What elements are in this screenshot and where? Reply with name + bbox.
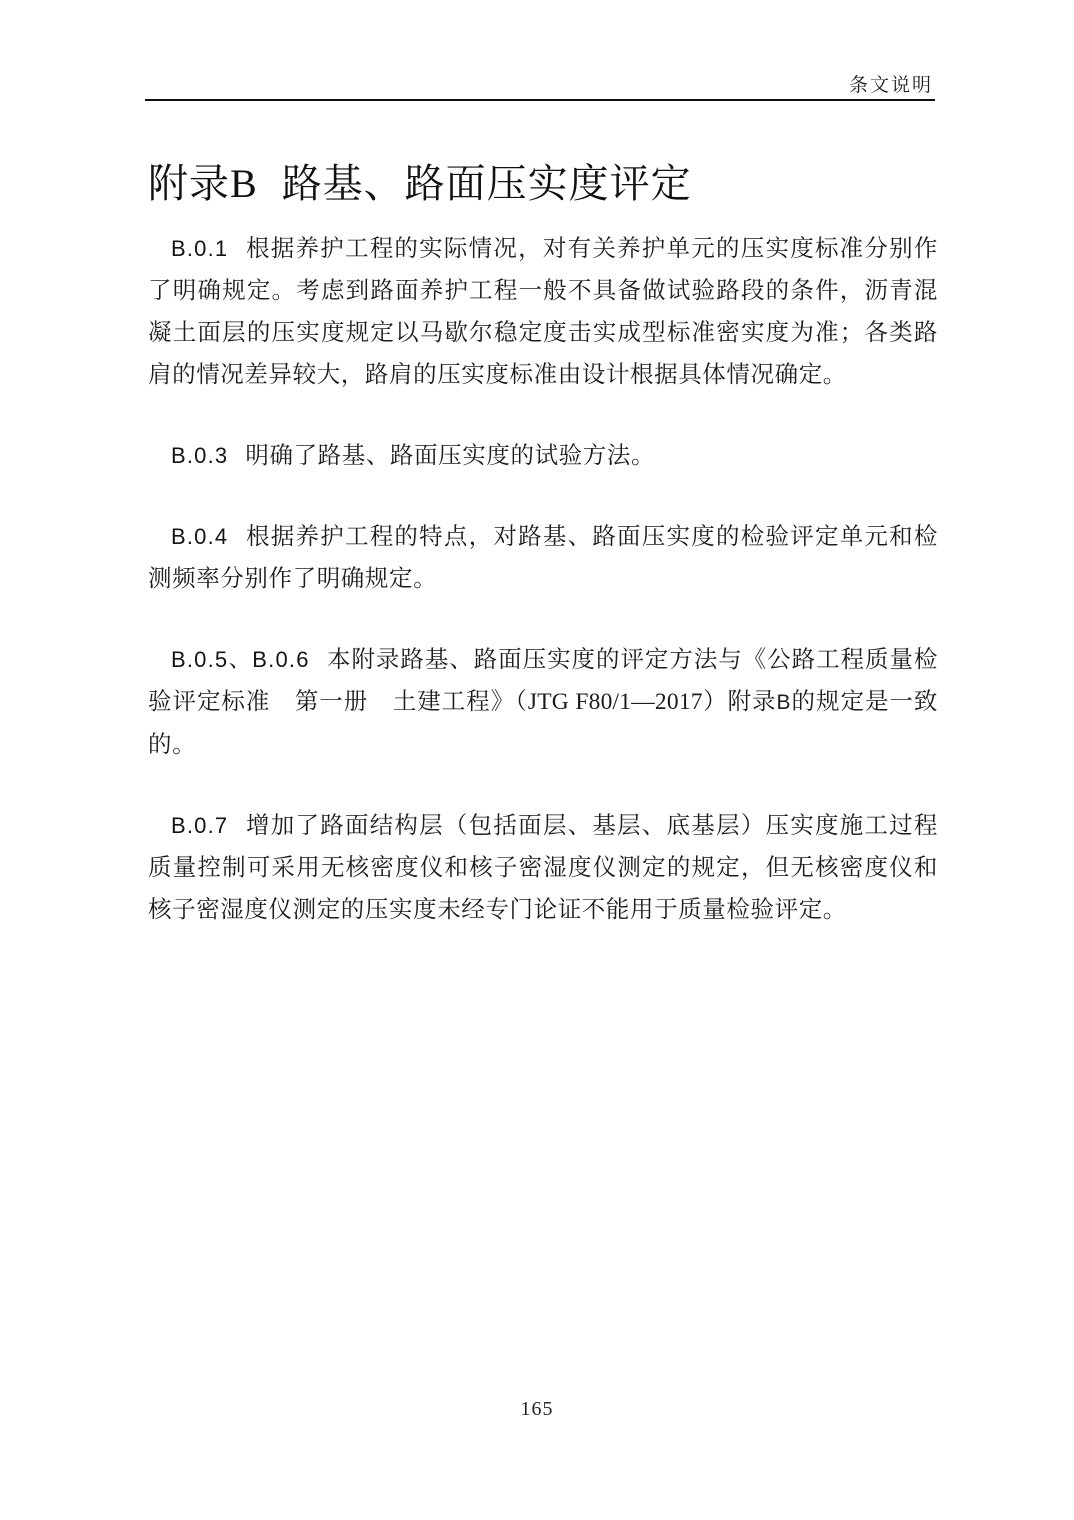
clause-paragraph-b004: [148, 516, 938, 600]
title-prefix: 附录B: [148, 161, 258, 206]
clause-paragraph-b001: [148, 228, 938, 396]
clause-number: B.0.3: [171, 443, 229, 468]
clause-paragraph-b005-b006: [148, 639, 938, 766]
standard-code-reference: JTG F80/1—2017: [527, 689, 703, 715]
clause-body-text: 明确了路基、路面压实度的试验方法。: [245, 443, 656, 469]
title-name: 路基、路面压实度评定: [281, 161, 692, 206]
clause-number: B.0.1: [171, 236, 229, 261]
clause-body-text: 根据养护工程的特点，对路基、路面压实度的检验评定单元和检测频率分别作了明确规定。: [148, 524, 938, 592]
clause-number: B.0.4: [171, 524, 229, 549]
running-header-text: 条文说明: [848, 75, 933, 96]
clause-paragraph-b007: [148, 805, 938, 931]
clause-body-text: 增加了路面结构层（包括面层、基层、底基层）压实度施工过程质量控制可采用无核密度仪和核子密湿度仪测定的规定，但无核密度仪和核子密湿度仪测定的压实度未经专门论证不能用于质量检验评定。: [148, 813, 938, 923]
clause-body-text-part3: 的规定是一致的。: [148, 689, 938, 758]
page-title: [148, 152, 692, 209]
clause-body-text-part2: ）附录: [702, 689, 777, 715]
clause-number: B.0.5、B.0.6: [171, 647, 310, 672]
clause-body-text-part1: 本附录路基、路面压实度的评定方法与《公路工程质量检验评定标准 第一册 土建工程》（: [148, 647, 938, 715]
page-number: 165: [520, 1398, 554, 1420]
running-header: [145, 70, 935, 97]
body-text-block: [148, 228, 938, 931]
appendix-letter: B: [776, 691, 792, 714]
header-divider-rule: [145, 99, 935, 101]
clause-paragraph-b003: [148, 435, 938, 477]
clause-number: B.0.7: [171, 813, 229, 838]
clause-body-text: 根据养护工程的实际情况，对有关养护单元的压实度标准分别作了明确规定。考虑到路面养护工程一般不具备做试验路段的条件，沥青混凝土面层的压实度规定以马歇尔稳定度击实成型标准密实度为准；各类路肩的情况差异较大，路肩的压实度标准由设计根据具体情况确定。: [148, 236, 938, 388]
